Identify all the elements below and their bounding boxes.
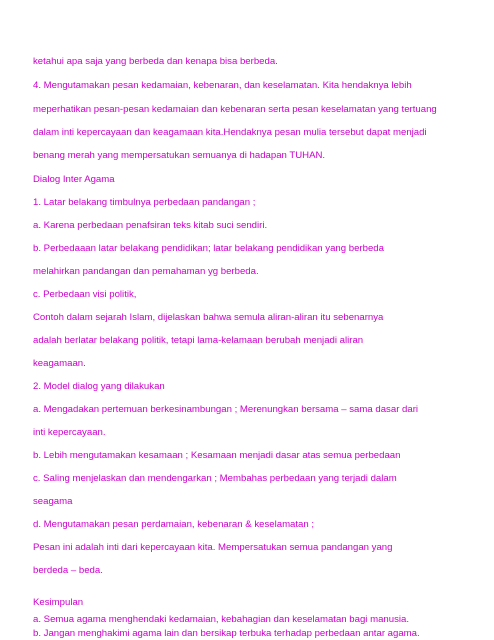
text-line: benang merah yang mempersatukan semuanya di hadapan TUHAN. xyxy=(33,150,326,161)
section-heading-dialog: Dialog Inter Agama xyxy=(33,174,115,185)
text-line: seagama xyxy=(33,496,73,507)
text-line: b. Jangan menghakimi agama lain dan bersikap terbuka terhadap perbedaan antar agama. xyxy=(33,628,420,639)
text-line: melahirkan pandangan dan pemahaman yg berbeda. xyxy=(33,266,259,277)
text-line: b. Lebih mengutamakan kesamaan ; Kesamaan menjadi dasar atas semua perbedaan xyxy=(33,450,401,461)
text-line: a. Mengadakan pertemuan berkesinambungan ; Merenungkan bersama – sama dasar dari xyxy=(33,404,419,415)
text-line: meperhatikan pesan-pesan kedamaian dan kebenaran serta pesan keselamatan yang tertuang xyxy=(33,104,437,115)
text-line: keagamaan. xyxy=(33,358,86,369)
text-line: Pesan ini adalah inti dari kepercayaan kita. Mempersatukan semua pandangan yang xyxy=(33,542,393,553)
text-line: 4. Mengutamakan pesan kedamaian, kebenaran, dan keselamatan. Kita hendaknya lebih xyxy=(33,80,412,91)
text-line: adalah berlatar belakang politik, tetapi lama-kelamaan berubah menjadi aliran xyxy=(33,335,364,346)
text-line: b. Perbedaaan latar belakang pendidikan; latar belakang pendidikan yang berbeda xyxy=(33,243,384,254)
text-line: c. Perbedaan visi politik, xyxy=(33,289,137,300)
text-line: dalam inti kepercayaan dan keagamaan kita.Hendaknya pesan mulia tersebut dapat menjadi xyxy=(33,127,427,138)
section-heading-kesimpulan: Kesimpulan xyxy=(33,597,84,608)
text-line: d. Mengutamakan pesan perdamaian, kebenaran & keselamatan ; xyxy=(33,519,315,530)
text-line: 2. Model dialog yang dilakukan xyxy=(33,381,165,392)
text-line: ketahui apa saja yang berbeda dan kenapa bisa berbeda. xyxy=(33,56,278,67)
text-line: Contoh dalam sejarah Islam, dijelaskan bahwa semula aliran-aliran itu sebenarnya xyxy=(33,312,384,323)
text-line: a. Karena perbedaan penafsiran teks kitab suci sendiri. xyxy=(33,220,268,231)
text-line: berdeda – beda. xyxy=(33,565,103,576)
text-line: a. Semua agama menghendaki kedamaian, kebahagian dan keselamatan bagi manusia. xyxy=(33,614,410,625)
text-line: inti kepercayaan. xyxy=(33,427,106,438)
text-line: 1. Latar belakang timbulnya perbedaan pandangan ; xyxy=(33,197,256,208)
text-line: c. Saling menjelaskan dan mendengarkan ; Membahas perbedaan yang terjadi dalam xyxy=(33,473,397,484)
